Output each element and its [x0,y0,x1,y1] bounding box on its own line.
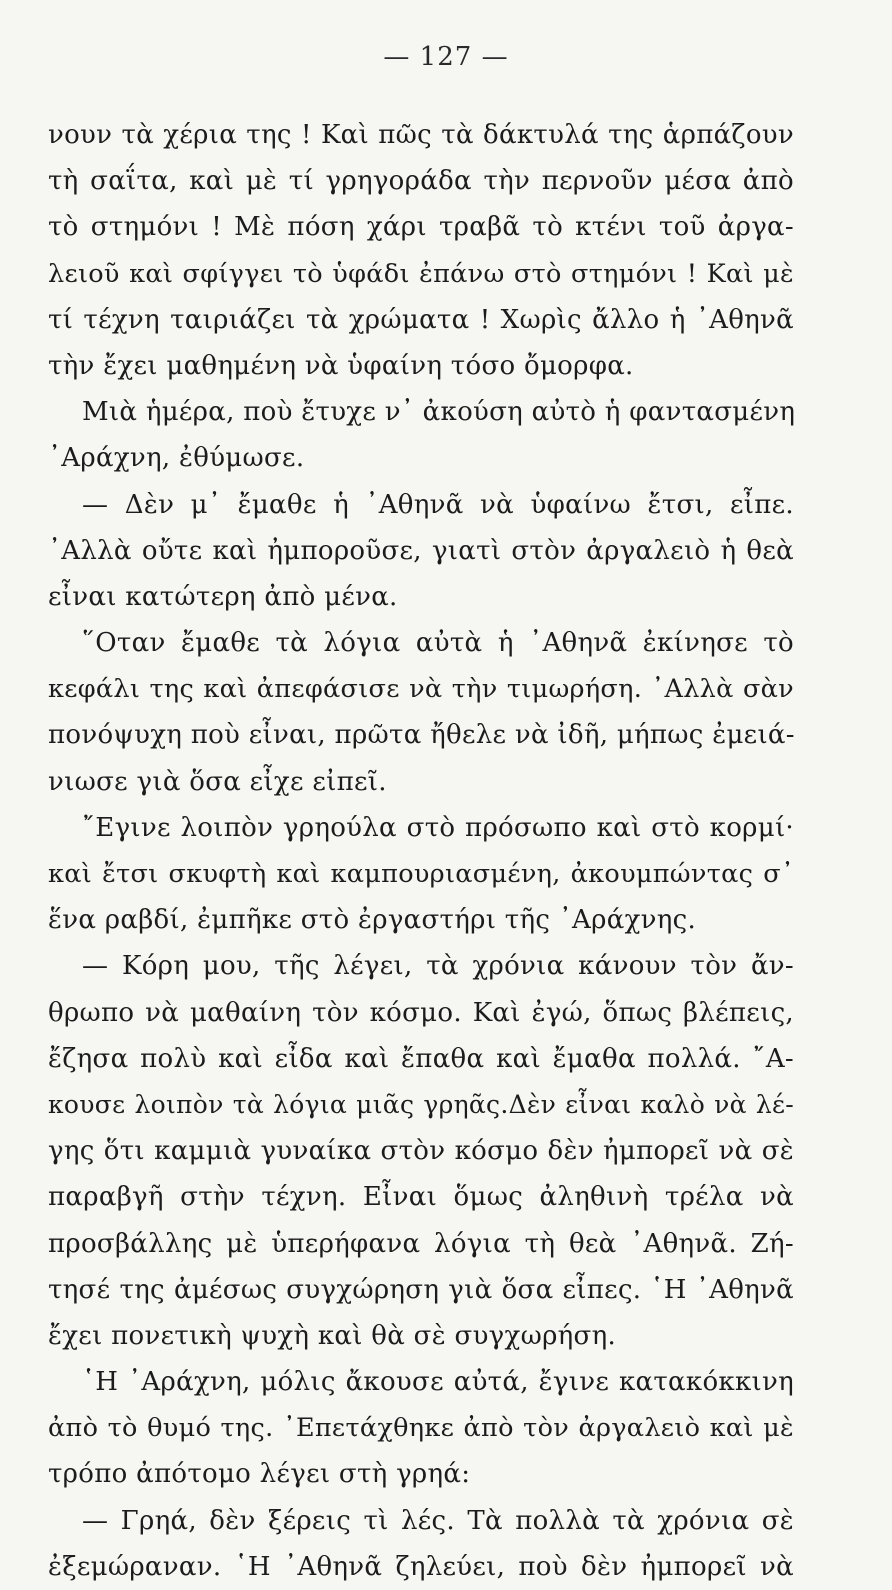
text-line: ἐξεμώραναν. ῾Η ᾿Αθηνᾶ ζηλεύει, ποὺ δὲν ἠμπορεῖ νὰ [48,1551,794,1582]
text-line: τὴ σαΐτα, καὶ μὲ τί γρηγοράδα τὴν περνοῦν μέσα ἀπὸ [48,166,794,197]
text-line: — Δὲν μ᾿ ἔμαθε ἡ ᾿Αθηνᾶ νὰ ὑφαίνω ἔτσι, εἶπε. [82,489,794,520]
text-line: ᾿Αράχνη, ἐθύμωσε. [48,443,305,474]
text-line: τησέ της ἀμέσως συγχώρηση γιὰ ὅσα εἶπες. ῾Η ᾿Αθηνᾶ [48,1274,794,1305]
text-line: ἕνα ραβδί, ἐμπῆκε στὸ ἐργαστήρι τῆς ᾿Αράχνης. [48,905,697,936]
page-number: — 127 — [383,42,509,72]
text-line: — Κόρη μου, τῆς λέγει, τὰ χρόνια κάνουν τὸν ἄν- [82,951,794,982]
text-line: τρόπο ἀπότομο λέγει στὴ γρηά: [48,1459,471,1490]
text-line: ῎Εγινε λοιπὸν γρηούλα στὸ πρόσωπο καὶ στὸ κορμί· [82,812,794,843]
text-line: εἶναι κατώτερη ἀπὸ μένα. [48,581,398,612]
text-line: κουσε λοιπὸν τὰ λόγια μιᾶς γρηᾶς.Δὲν εἶναι καλὸ νὰ λέ- [48,1089,794,1119]
text-line: τὴν ἔχει μαθημένη νὰ ὑφαίνη τόσο ὄμορφα. [48,350,634,381]
text-line: νιωσε γιὰ ὅσα εἶχε εἰπεῖ. [48,766,387,797]
text-line: ἔζησα πολὺ καὶ εἶδα καὶ ἔπαθα καὶ ἔμαθα πολλά. ῎Α- [48,1043,794,1074]
text-line: θρωπο νὰ μαθαίνη τὸν κόσμο. Καὶ ἐγώ, ὅπως βλέπεις, [48,997,794,1028]
text-line: λειοῦ καὶ σφίγγει τὸ ὑφάδι ἐπάνω στὸ στημόνι ! Καὶ μὲ [48,258,794,289]
text-line: ᾿Αλλὰ οὔτε καὶ ἠμποροῦσε, γιατὶ στὸν ἀργαλειὸ ἡ θεὰ [48,535,794,566]
text-line: ῞Οταν ἔμαθε τὰ λόγια αὐτὰ ἡ ᾿Αθηνᾶ ἐκίνησε τὸ [82,628,794,659]
text-line: ἔχει πονετικὴ ψυχὴ καὶ θὰ σὲ συγχωρήση. [48,1320,617,1351]
text-line: Μιὰ ἡμέρα, ποὺ ἔτυχε ν᾿ ἀκούση αὐτὸ ἡ φαντασμένη [82,397,796,428]
text-line: τί τέχνη ταιριάζει τὰ χρώματα ! Χωρὶς ἄλλο ἡ ᾿Αθηνᾶ [48,304,794,335]
text-line: κεφάλι της καὶ ἀπεφάσισε νὰ τὴν τιμωρήση. ᾿Αλλὰ σὰν [48,674,794,705]
body-text [48,112,794,1590]
text-line: — Γρηά, δὲν ξέρεις τὶ λές. Τὰ πολλὰ τὰ χρόνια σὲ [82,1505,794,1536]
text-line: τὸ στημόνι ! Μὲ πόση χάρι τραβᾶ τὸ κτένι τοῦ ἀργα- [48,212,794,243]
text-line: νουν τὰ χέρια της ! Καὶ πῶς τὰ δάκτυλά της ἁρπάζουν [48,120,794,150]
text-line: γης ὅτι καμμιὰ γυναίκα στὸν κόσμο δὲν ἠμπορεῖ νὰ σὲ [48,1136,794,1167]
text-line: καὶ ἔτσι σκυφτὴ καὶ καμπουριασμένη, ἀκουμπώντας σ᾿ [48,859,794,889]
text-line: πονόψυχη ποὺ εἶναι, πρῶτα ἤθελε νὰ ἰδῆ, μήπως ἐμειά- [48,720,795,751]
text-line: προσβάλλης μὲ ὑπερήφανα λόγια τὴ θεὰ ᾿Αθηνᾶ. Ζή- [48,1228,794,1259]
text-line: ῾Η ᾿Αράχνη, μόλις ἄκουσε αὐτά, ἔγινε κατακόκκινη [82,1367,794,1398]
text-line: παραβγῆ στὴν τέχνη. Εἶναι ὅμως ἀληθινὴ τρέλα νὰ [48,1182,794,1213]
text-line: ἀπὸ τὸ θυμό της. ᾿Επετάχθηκε ἀπὸ τὸν ἀργαλειὸ καὶ μὲ [48,1413,794,1444]
